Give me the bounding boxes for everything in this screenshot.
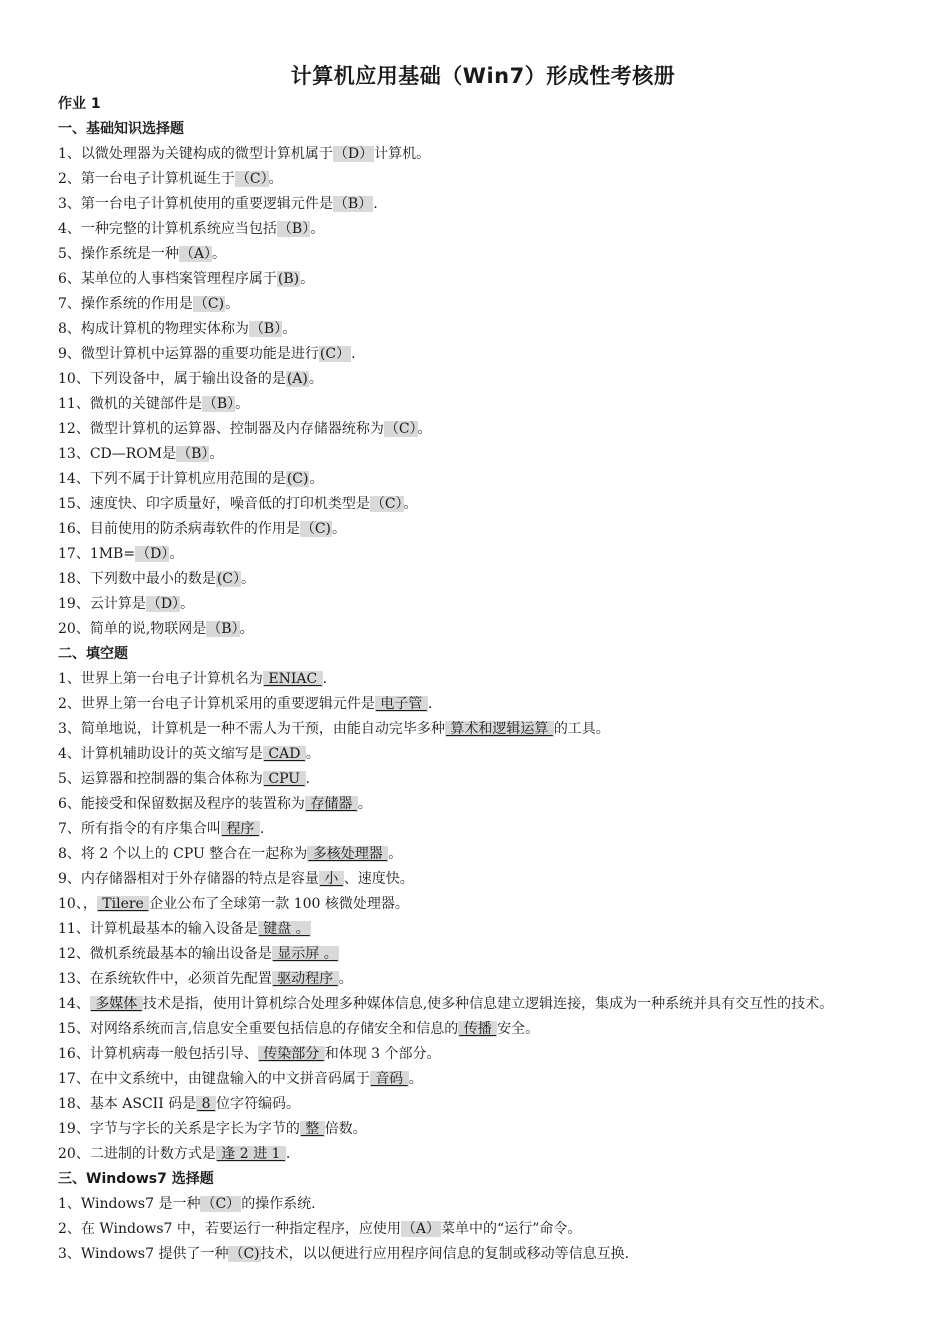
question-item	[58, 367, 908, 392]
answer: （C)	[229, 1246, 260, 1262]
question-item	[58, 442, 908, 467]
question-item	[58, 1242, 908, 1267]
section-heading-basics: 一、基础知识选择题	[58, 121, 184, 137]
answer: （B）	[277, 221, 310, 237]
answer: 电子管	[375, 696, 427, 712]
question-text: 12、微机系统最基本的输出设备是	[58, 946, 272, 962]
question-text: 17、1MB=	[58, 546, 136, 562]
question-item	[58, 992, 908, 1017]
question-item	[58, 967, 908, 992]
question-text-tail: 。	[235, 396, 250, 412]
question-text: 4、一种完整的计算机系统应当包括	[58, 221, 277, 237]
question-text-tail: 。	[209, 446, 224, 462]
question-text-tail: 技术是指，使用计算机综合处理多种媒体信息,使多种信息建立逻辑连接，集成为一种系统并具有交互性的技术。	[142, 996, 834, 1012]
answer: （D）	[333, 146, 374, 162]
answer: 多核处理器	[308, 846, 388, 862]
question-item	[58, 1142, 908, 1167]
question-text-tail: .	[305, 771, 310, 787]
question-item	[58, 342, 908, 367]
question-text: 13、在系统软件中，必须首先配置	[58, 971, 272, 987]
question-text: 16、目前使用的防杀病毒软件的作用是	[58, 521, 300, 537]
question-text-tail: 。	[239, 621, 254, 637]
question-text-tail: 。	[212, 246, 227, 262]
answer: （C）	[370, 496, 403, 512]
question-text: 13、CD—ROM是	[58, 446, 177, 462]
question-text: 2、世界上第一台电子计算机采用的重要逻辑元件是	[58, 696, 375, 712]
question-text: 19、字节与字长的关系是字长为字节的	[58, 1121, 300, 1137]
question-text-tail: .	[373, 196, 378, 212]
answer: （D）	[146, 596, 180, 612]
section-heading-fill-blank: 二、填空题	[58, 646, 128, 662]
question-item	[58, 392, 908, 417]
question-item	[58, 542, 908, 567]
question-item	[58, 242, 908, 267]
answer: CPU	[263, 771, 305, 787]
answer: (C）	[319, 346, 351, 362]
question-text-tail: 。	[282, 321, 297, 337]
question-text-tail: 。	[408, 1071, 423, 1087]
question-item	[58, 1017, 908, 1042]
answer: （B）	[177, 446, 209, 462]
question-text-tail: 计算机。	[374, 146, 431, 162]
question-item	[58, 167, 908, 192]
answer: （D）	[136, 546, 169, 562]
document-page	[58, 60, 908, 1267]
question-text: 14、	[58, 996, 90, 1012]
question-text: 7、所有指令的有序集合叫	[58, 821, 221, 837]
question-item	[58, 492, 908, 517]
assignment-label: 作业 1	[58, 96, 101, 112]
answer: （B）	[202, 396, 235, 412]
question-item	[58, 517, 908, 542]
section-fill-blank-questions	[58, 667, 908, 1167]
question-text-tail: 的操作系统.	[241, 1196, 316, 1212]
question-text: 1、世界上第一台电子计算机名为	[58, 671, 263, 687]
question-item	[58, 592, 908, 617]
question-item	[58, 692, 908, 717]
answer: （C）	[384, 421, 417, 437]
question-text: 7、操作系统的作用是	[58, 296, 193, 312]
question-item	[58, 1117, 908, 1142]
question-item	[58, 1042, 908, 1067]
answer: (C)	[286, 471, 309, 487]
answer: 多媒体	[90, 996, 142, 1012]
question-text-tail: 技术，以以便进行应用程序间信息的复制或移动等信息互换.	[260, 1246, 630, 1262]
question-item	[58, 1192, 908, 1217]
question-text-tail: 。	[338, 971, 353, 987]
question-text: 8、将 2 个以上的 CPU 整合在一起称为	[58, 846, 308, 862]
question-text: 6、某单位的人事档案管理程序属于	[58, 271, 277, 287]
question-text-tail: 。	[357, 796, 372, 812]
question-item	[58, 142, 908, 167]
question-text-tail: .	[259, 821, 265, 837]
question-text-tail: 。	[225, 296, 240, 312]
question-text-tail: 。	[309, 471, 324, 487]
question-item	[58, 217, 908, 242]
question-text: 16、计算机病毒一般包括引导、	[58, 1046, 258, 1062]
document-title: 计算机应用基础（Win7）形成性考核册	[290, 64, 676, 88]
answer: Tilere	[97, 896, 149, 912]
section-heading-windows7: 三、Windows7 选择题	[58, 1171, 214, 1187]
question-text-tail: 位字符编码。	[216, 1096, 301, 1112]
question-text-tail: 。	[241, 571, 256, 587]
question-text-tail: 。	[417, 421, 432, 437]
question-item	[58, 567, 908, 592]
question-text: 2、第一台电子计算机诞生于	[58, 171, 235, 187]
answer: （C)	[300, 521, 332, 537]
question-item	[58, 892, 908, 917]
answer: (B)	[277, 271, 300, 287]
question-text: 5、操作系统是一种	[58, 246, 179, 262]
question-item	[58, 917, 908, 942]
question-text-tail: .	[427, 696, 433, 712]
answer: 8	[197, 1096, 216, 1112]
answer: 键盘 。	[258, 921, 310, 937]
question-item	[58, 467, 908, 492]
question-item	[58, 1067, 908, 1092]
question-text-tail: 。	[180, 596, 195, 612]
question-item	[58, 767, 908, 792]
answer: 程序	[221, 821, 259, 837]
question-item	[58, 667, 908, 692]
answer: 显示屏 。	[272, 946, 338, 962]
answer: (A)	[286, 371, 308, 387]
question-text-tail: 。	[305, 746, 320, 762]
answer: 算术和逻辑运算	[445, 721, 553, 737]
question-text: 10、，	[58, 896, 97, 912]
question-text-tail: 。	[388, 846, 403, 862]
question-text: 1、Windows7 是一种	[58, 1196, 201, 1212]
question-text-tail: 和体现 3 个部分。	[324, 1046, 441, 1062]
question-text: 15、对网络系统而言,信息安全重要包括信息的存储安全和信息的	[58, 1021, 459, 1037]
question-item	[58, 717, 908, 742]
question-text: 11、微机的关键部件是	[58, 396, 202, 412]
question-text: 19、云计算是	[58, 596, 146, 612]
question-text: 3、Windows7 提供了一种	[58, 1246, 229, 1262]
question-text: 9、内存储器相对于外存储器的特点是容量	[58, 871, 319, 887]
question-text: 17、在中文系统中，由键盘输入的中文拼音码属于	[58, 1071, 370, 1087]
question-text: 3、简单地说，计算机是一种不需人为干预，由能自动完毕多种	[58, 721, 445, 737]
question-text-tail: 、速度快。	[343, 871, 414, 887]
question-text-tail: 倍数。	[324, 1121, 367, 1137]
answer: 音码	[370, 1071, 408, 1087]
question-item	[58, 1217, 908, 1242]
answer: 驱动程序	[272, 971, 338, 987]
question-text-tail: 。	[268, 171, 283, 187]
section-basics-questions	[58, 142, 908, 642]
question-text-tail: 。	[308, 371, 323, 387]
question-item	[58, 317, 908, 342]
question-text: 5、运算器和控制器的集合体称为	[58, 771, 263, 787]
section-windows7-questions	[58, 1192, 908, 1267]
question-text: 14、下列不属于计算机应用范围的是	[58, 471, 286, 487]
question-text: 1、以微处理器为关键构成的微型计算机属于	[58, 146, 333, 162]
question-text: 3、第一台电子计算机使用的重要逻辑元件是	[58, 196, 333, 212]
question-item	[58, 742, 908, 767]
question-text-tail: .	[322, 671, 328, 687]
question-text: 15、速度快、印字质量好，噪音低的打印机类型是	[58, 496, 370, 512]
question-item	[58, 192, 908, 217]
question-text: 18、基本 ASCII 码是	[58, 1096, 197, 1112]
answer: （C）	[235, 171, 268, 187]
question-text: 11、计算机最基本的输入设备是	[58, 921, 258, 937]
question-item	[58, 267, 908, 292]
answer: 传染部分	[258, 1046, 324, 1062]
answer: （A）	[179, 246, 212, 262]
question-item	[58, 292, 908, 317]
question-text: 6、能接受和保留数据及程序的装置称为	[58, 796, 305, 812]
answer: CAD	[263, 746, 305, 762]
question-item	[58, 817, 908, 842]
question-item	[58, 867, 908, 892]
answer: （B）	[333, 196, 373, 212]
question-text-tail: 。	[169, 546, 184, 562]
question-text: 20、二进制的计数方式是	[58, 1146, 216, 1162]
question-item	[58, 617, 908, 642]
question-item	[58, 1092, 908, 1117]
answer: （C)	[193, 296, 225, 312]
question-text-tail: 企业公布了全球第一款 100 核微处理器。	[149, 896, 409, 912]
answer: （B）	[249, 321, 282, 337]
question-text: 12、微型计算机的运算器、控制器及内存储器统称为	[58, 421, 384, 437]
answer: （A）	[401, 1221, 441, 1237]
question-text: 2、在 Windows7 中，若要运行一种指定程序，应使用	[58, 1221, 401, 1237]
question-text: 20、简单的说,物联网是	[58, 621, 207, 637]
question-text: 4、计算机辅助设计的英文缩写是	[58, 746, 263, 762]
question-text-tail: 的工具。	[553, 721, 610, 737]
question-item	[58, 417, 908, 442]
question-text: 18、下列数中最小的数是	[58, 571, 216, 587]
question-item	[58, 792, 908, 817]
question-text-tail: 菜单中的“运行”命令。	[441, 1221, 582, 1237]
question-text-tail: .	[285, 1146, 291, 1162]
answer: (C）	[216, 571, 241, 587]
question-text: 8、构成计算机的物理实体称为	[58, 321, 249, 337]
answer: 小	[319, 871, 343, 887]
answer: 逢 2 进 1	[216, 1146, 285, 1162]
question-text-tail: 。	[332, 521, 347, 537]
answer: 整	[300, 1121, 324, 1137]
answer: （B）	[207, 621, 239, 637]
answer: 存储器	[305, 796, 357, 812]
question-item	[58, 942, 908, 967]
question-text: 10、下列设备中，属于输出设备的是	[58, 371, 286, 387]
answer: ENIAC	[263, 671, 322, 687]
answer: （C）	[201, 1196, 241, 1212]
question-text: 9、微型计算机中运算器的重要功能是进行	[58, 346, 319, 362]
question-text-tail: 安全。	[497, 1021, 540, 1037]
question-text-tail: 。	[300, 271, 315, 287]
question-text-tail: 。	[310, 221, 325, 237]
question-item	[58, 842, 908, 867]
question-text-tail: 。	[403, 496, 418, 512]
answer: 传播	[459, 1021, 497, 1037]
question-text-tail: .	[351, 346, 356, 362]
